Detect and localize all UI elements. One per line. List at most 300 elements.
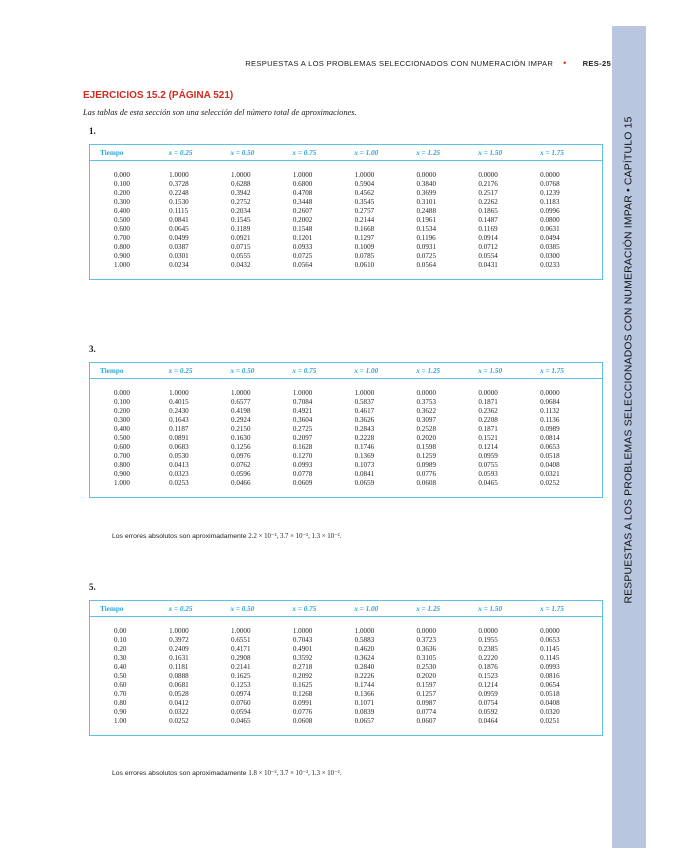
header-x: x = 0.50 (230, 366, 255, 375)
value-cell: 0.0320 (540, 708, 560, 717)
value-cell: 0.0596 (231, 470, 251, 479)
value-cell: 0.6800 (292, 179, 313, 188)
sidebar-label: RESPUESTAS A LOS PROBLEMAS SELECCIONADOS CON NUMERACIÓN IMPAR • CAPÍTULO 15 (623, 116, 635, 604)
value-cell: 0.0518 (540, 452, 560, 461)
value-cell: 0.0974 (231, 690, 251, 699)
value-cell: 0.0252 (169, 717, 189, 726)
value-cell: 0.0608 (292, 717, 313, 726)
value-cell: 0.0654 (540, 681, 560, 690)
value-cell: 0.0000 (540, 626, 560, 635)
table-row (90, 433, 602, 442)
value-cell: 0.0645 (169, 225, 189, 234)
table-row (90, 717, 602, 726)
table-row (90, 424, 602, 433)
value-cell: 0.1548 (292, 225, 313, 234)
value-cell: 1.0000 (231, 170, 251, 179)
value-cell: 0.1625 (231, 672, 251, 681)
value-cell: 0.2092 (292, 672, 313, 681)
value-cell: 0.1009 (354, 243, 375, 252)
value-cell: 0.0554 (478, 252, 498, 261)
value-cell: 0.4171 (231, 644, 251, 653)
value-cell: 0.0993 (292, 461, 313, 470)
value-cell: 0.0760 (231, 699, 251, 708)
value-cell: 0.0408 (540, 461, 560, 470)
header-time: Tiempo (100, 148, 124, 157)
table-row (90, 653, 602, 662)
value-cell: 0.0816 (540, 672, 560, 681)
results-table (89, 362, 603, 498)
time-cell: 0.700 (114, 452, 130, 461)
value-cell: 0.0888 (169, 672, 189, 681)
time-cell: 0.600 (114, 225, 130, 234)
value-cell: 0.0499 (169, 234, 189, 243)
value-cell: 0.1597 (416, 681, 436, 690)
value-cell: 0.1530 (169, 197, 189, 206)
value-cell: 0.1136 (540, 415, 560, 424)
value-cell: 0.0000 (478, 388, 498, 397)
value-cell: 0.1071 (354, 699, 375, 708)
value-cell: 0.0000 (416, 170, 436, 179)
table-row (90, 461, 602, 470)
header-time: Tiempo (100, 604, 124, 613)
value-cell: 0.0800 (540, 216, 560, 225)
time-cell: 0.200 (114, 406, 130, 415)
errors-note (112, 532, 341, 540)
value-cell: 0.0465 (478, 479, 498, 488)
time-cell: 0.800 (114, 461, 130, 470)
value-cell: 1.0000 (169, 626, 189, 635)
value-cell: 0.2517 (478, 188, 498, 197)
value-cell: 0.3972 (169, 635, 189, 644)
table-row (90, 234, 602, 243)
value-cell: 0.4617 (354, 406, 375, 415)
value-cell: 0.0659 (354, 479, 375, 488)
header-x: x = 0.25 (168, 366, 193, 375)
value-cell: 0.2718 (292, 662, 313, 671)
value-cell: 0.0234 (169, 261, 189, 270)
value-cell: 0.0931 (416, 243, 436, 252)
value-cell: 0.1259 (416, 452, 436, 461)
value-cell: 0.0518 (540, 690, 560, 699)
value-cell: 0.1257 (416, 690, 436, 699)
table-row (90, 261, 602, 270)
value-cell: 0.0322 (169, 708, 189, 717)
bullet-icon: • (563, 58, 567, 68)
time-cell: 0.100 (114, 179, 130, 188)
value-cell: 0.2097 (292, 434, 313, 443)
table-row (90, 197, 602, 206)
header-x: x = 1.25 (416, 366, 441, 375)
value-cell: 0.0725 (292, 252, 313, 261)
value-cell: 0.1201 (292, 234, 313, 243)
time-cell: 0.500 (114, 434, 130, 443)
value-cell: 0.0000 (416, 388, 436, 397)
value-cell: 0.0000 (416, 626, 436, 635)
header-x: x = 1.25 (416, 604, 441, 613)
value-cell: 0.1115 (169, 206, 189, 215)
value-cell: 0.0432 (231, 261, 251, 270)
value-cell: 0.0959 (478, 452, 498, 461)
value-cell: 0.2208 (478, 415, 498, 424)
time-cell: 0.400 (114, 424, 130, 433)
value-cell: 0.0712 (478, 243, 498, 252)
table-row (90, 415, 602, 424)
value-cell: 0.0593 (478, 470, 498, 479)
value-cell: 1.0000 (169, 170, 189, 179)
value-cell: 0.0976 (231, 452, 251, 461)
value-cell: 0.1534 (416, 225, 436, 234)
time-cell: 1.000 (114, 261, 130, 270)
value-cell: 0.0385 (540, 243, 560, 252)
results-table (89, 144, 603, 280)
value-cell: 0.1132 (540, 406, 560, 415)
value-cell: 0.0776 (292, 708, 313, 717)
exercise-number: 5. (89, 582, 96, 592)
value-cell: 0.3942 (231, 188, 251, 197)
intro-text: Las tablas de esta sección son una selección del número total de aproximaciones. (83, 108, 357, 117)
value-cell: 0.4015 (169, 397, 189, 406)
value-cell: 0.0387 (169, 243, 189, 252)
value-cell: 0.0914 (478, 234, 498, 243)
value-cell: 0.0993 (540, 662, 560, 671)
value-cell: 0.0607 (416, 717, 436, 726)
section-title: EJERCICIOS 15.2 (PÁGINA 521) (83, 90, 234, 101)
value-cell: 1.0000 (231, 626, 251, 635)
value-cell: 0.2020 (416, 672, 436, 681)
time-cell: 0.300 (114, 415, 130, 424)
value-cell: 0.0528 (169, 690, 189, 699)
value-cell: 0.1256 (231, 443, 251, 452)
value-cell: 0.0300 (540, 252, 560, 261)
value-cell: 0.0785 (354, 252, 375, 261)
value-cell: 0.1598 (416, 443, 436, 452)
value-cell: 0.2002 (292, 216, 313, 225)
value-cell: 0.0631 (540, 225, 560, 234)
value-cell: 0.0321 (540, 470, 560, 479)
value-cell: 1.0000 (231, 388, 251, 397)
table-row (90, 699, 602, 708)
header-x: x = 1.75 (540, 148, 564, 157)
time-cell: 1.00 (114, 717, 127, 726)
value-cell: 0.4921 (292, 406, 313, 415)
value-cell: 0.2725 (292, 424, 313, 433)
time-cell: 0.300 (114, 197, 130, 206)
value-cell: 0.0814 (540, 434, 560, 443)
value-cell: 0.0987 (416, 699, 436, 708)
value-cell: 0.0323 (169, 470, 189, 479)
value-cell: 0.0000 (478, 626, 498, 635)
value-cell: 0.1181 (169, 662, 189, 671)
value-cell: 0.1239 (540, 188, 560, 197)
value-cell: 0.2840 (354, 662, 375, 671)
table-row (90, 388, 602, 397)
value-cell: 0.1630 (231, 434, 251, 443)
value-cell: 0.0594 (231, 708, 251, 717)
table-body (90, 617, 602, 735)
value-cell: 0.1073 (354, 461, 375, 470)
value-cell: 0.0933 (292, 243, 313, 252)
value-cell: 0.1871 (478, 424, 498, 433)
value-cell: 1.0000 (354, 170, 375, 179)
table-row (90, 671, 602, 680)
time-cell: 0.500 (114, 216, 130, 225)
errors-values: 1.8 × 10⁻², 3.7 × 10⁻², 1.3 × 10⁻². (248, 770, 342, 777)
value-cell: 0.3604 (292, 415, 313, 424)
exercise-number: 1. (89, 126, 96, 136)
table-row (90, 170, 602, 179)
value-cell: 0.1366 (354, 690, 375, 699)
page-number: RES-25 (582, 59, 611, 68)
time-cell: 0.600 (114, 443, 130, 452)
value-cell: 0.2843 (354, 424, 375, 433)
value-cell: 0.1189 (231, 225, 251, 234)
value-cell: 0.1955 (478, 635, 498, 644)
time-cell: 0.000 (114, 388, 130, 397)
value-cell: 0.3545 (354, 197, 375, 206)
value-cell: 0.0233 (540, 261, 560, 270)
value-cell: 1.0000 (292, 170, 313, 179)
value-cell: 0.1545 (231, 216, 251, 225)
value-cell: 0.1270 (292, 452, 313, 461)
value-cell: 0.3753 (416, 397, 436, 406)
value-cell: 0.1145 (540, 653, 560, 662)
value-cell: 0.2409 (169, 644, 189, 653)
table-row (90, 626, 602, 635)
value-cell: 0.1297 (354, 234, 375, 243)
header-x: x = 1.00 (354, 604, 379, 613)
value-cell: 0.1876 (478, 662, 498, 671)
value-cell: 0.1214 (478, 681, 498, 690)
value-cell: 0.3622 (416, 406, 436, 415)
value-cell: 0.0494 (540, 234, 560, 243)
time-cell: 0.400 (114, 206, 130, 215)
value-cell: 0.4708 (292, 188, 313, 197)
table-row (90, 662, 602, 671)
value-cell: 0.2528 (416, 424, 436, 433)
header-x: x = 1.75 (540, 366, 564, 375)
value-cell: 1.0000 (292, 388, 313, 397)
value-cell: 0.2385 (478, 644, 498, 653)
value-cell: 0.3101 (416, 197, 436, 206)
table-row (90, 252, 602, 261)
time-cell: 0.50 (114, 672, 127, 681)
value-cell: 0.0000 (540, 388, 560, 397)
time-cell: 0.10 (114, 635, 127, 644)
value-cell: 0.3592 (292, 653, 313, 662)
value-cell: 0.6551 (231, 635, 251, 644)
value-cell: 0.2530 (416, 662, 436, 671)
value-cell: 0.3636 (416, 644, 436, 653)
table-row (90, 215, 602, 224)
value-cell: 0.3624 (354, 653, 375, 662)
value-cell: 0.0776 (416, 470, 436, 479)
value-cell: 0.0778 (292, 470, 313, 479)
value-cell: 0.2362 (478, 406, 498, 415)
value-cell: 0.4901 (292, 644, 313, 653)
value-cell: 0.5904 (354, 179, 375, 188)
time-cell: 0.00 (114, 626, 127, 635)
value-cell: 0.0841 (169, 216, 189, 225)
table-row (90, 690, 602, 699)
value-cell: 0.0774 (416, 708, 436, 717)
value-cell: 0.0555 (231, 252, 251, 261)
value-cell: 0.0608 (416, 479, 436, 488)
value-cell: 0.1643 (169, 415, 189, 424)
exercise-number: 3. (89, 344, 96, 354)
table-row (90, 452, 602, 461)
value-cell: 0.1865 (478, 206, 498, 215)
value-cell: 0.1523 (478, 672, 498, 681)
value-cell: 0.1625 (292, 681, 313, 690)
value-cell: 0.7084 (292, 397, 313, 406)
value-cell: 0.2034 (231, 206, 251, 215)
table-row (90, 708, 602, 717)
value-cell: 0.0466 (231, 479, 251, 488)
time-cell: 0.200 (114, 188, 130, 197)
value-cell: 0.0408 (540, 699, 560, 708)
value-cell: 0.3728 (169, 179, 189, 188)
value-cell: 0.6288 (231, 179, 251, 188)
time-cell: 0.80 (114, 699, 127, 708)
header-x: x = 1.00 (354, 148, 379, 157)
results-table (89, 600, 603, 736)
value-cell: 0.1268 (292, 690, 313, 699)
errors-prefix: Los errores absolutos son aproximadamente (112, 533, 247, 540)
value-cell: 0.7043 (292, 635, 313, 644)
value-cell: 0.2248 (169, 188, 189, 197)
value-cell: 0.2757 (354, 206, 375, 215)
value-cell: 0.0715 (231, 243, 251, 252)
value-cell: 0.0684 (540, 397, 560, 406)
table-row (90, 179, 602, 188)
value-cell: 0.1871 (478, 397, 498, 406)
table-header (90, 601, 602, 617)
value-cell: 0.1187 (169, 424, 189, 433)
time-cell: 0.000 (114, 170, 130, 179)
value-cell: 0.1668 (354, 225, 375, 234)
table-row (90, 225, 602, 234)
value-cell: 0.2150 (231, 424, 251, 433)
value-cell: 0.0465 (231, 717, 251, 726)
value-cell: 0.0301 (169, 252, 189, 261)
value-cell: 0.3840 (416, 179, 436, 188)
value-cell: 0.0653 (540, 443, 560, 452)
time-cell: 0.700 (114, 234, 130, 243)
time-cell: 0.900 (114, 252, 130, 261)
value-cell: 0.1145 (540, 644, 560, 653)
errors-values: 2.2 × 10⁻², 3.7 × 10⁻², 1.3 × 10⁻². (248, 533, 342, 540)
value-cell: 0.2262 (478, 197, 498, 206)
table-header (90, 363, 602, 379)
table-row (90, 406, 602, 415)
header-x: x = 0.25 (168, 148, 193, 157)
value-cell: 0.3105 (416, 653, 436, 662)
value-cell: 0.5837 (354, 397, 375, 406)
value-cell: 0.0725 (416, 252, 436, 261)
value-cell: 0.2144 (354, 216, 375, 225)
value-cell: 0.3448 (292, 197, 313, 206)
value-cell: 0.1746 (354, 443, 375, 452)
value-cell: 0.0657 (354, 717, 375, 726)
value-cell: 0.5883 (354, 635, 375, 644)
time-cell: 0.900 (114, 470, 130, 479)
header-x: x = 0.75 (292, 604, 317, 613)
table-row (90, 644, 602, 653)
value-cell: 0.6577 (231, 397, 251, 406)
value-cell: 0.3723 (416, 635, 436, 644)
value-cell: 0.2488 (416, 206, 436, 215)
header-x: x = 0.75 (292, 148, 317, 157)
value-cell: 0.1183 (540, 197, 560, 206)
value-cell: 0.0768 (540, 179, 560, 188)
header-x: x = 1.50 (478, 604, 503, 613)
value-cell: 0.1169 (478, 225, 498, 234)
time-cell: 0.40 (114, 662, 127, 671)
value-cell: 0.0755 (478, 461, 498, 470)
value-cell: 0.1521 (478, 434, 498, 443)
value-cell: 0.0530 (169, 452, 189, 461)
running-head-text: RESPUESTAS A LOS PROBLEMAS SELECCIONADOS CON NUMERACIÓN IMPAR (245, 59, 554, 68)
errors-prefix: Los errores absolutos son aproximadamente (112, 770, 247, 777)
value-cell: 0.4198 (231, 406, 251, 415)
time-cell: 0.60 (114, 681, 127, 690)
value-cell: 0.2607 (292, 206, 313, 215)
value-cell: 0.2020 (416, 434, 436, 443)
value-cell: 0.1744 (354, 681, 375, 690)
time-cell: 0.800 (114, 243, 130, 252)
header-x: x = 1.00 (354, 366, 379, 375)
time-cell: 0.30 (114, 653, 127, 662)
value-cell: 0.1253 (231, 681, 251, 690)
value-cell: 0.1487 (478, 216, 498, 225)
value-cell: 0.1369 (354, 452, 375, 461)
header-x: x = 1.75 (540, 604, 564, 613)
time-cell: 0.100 (114, 397, 130, 406)
value-cell: 0.1214 (478, 443, 498, 452)
value-cell: 0.0253 (169, 479, 189, 488)
header-x: x = 0.50 (230, 148, 255, 157)
value-cell: 0.3699 (416, 188, 436, 197)
header-time: Tiempo (100, 366, 124, 375)
value-cell: 0.2228 (354, 434, 375, 443)
value-cell: 0.0564 (292, 261, 313, 270)
value-cell: 0.2908 (231, 653, 251, 662)
value-cell: 0.0251 (540, 717, 560, 726)
errors-note (112, 769, 341, 777)
table-row (90, 243, 602, 252)
value-cell: 1.0000 (354, 626, 375, 635)
table-row (90, 397, 602, 406)
value-cell: 0.0989 (540, 424, 560, 433)
value-cell: 0.0252 (540, 479, 560, 488)
time-cell: 0.70 (114, 690, 127, 699)
value-cell: 0.1961 (416, 216, 436, 225)
header-x: x = 0.75 (292, 366, 317, 375)
value-cell: 0.0996 (540, 206, 560, 215)
value-cell: 0.0000 (540, 170, 560, 179)
value-cell: 0.2226 (354, 672, 375, 681)
value-cell: 0.4562 (354, 188, 375, 197)
value-cell: 0.0000 (478, 170, 498, 179)
header-x: x = 1.50 (478, 366, 503, 375)
value-cell: 0.0989 (416, 461, 436, 470)
value-cell: 0.0431 (478, 261, 498, 270)
value-cell: 0.4620 (354, 644, 375, 653)
value-cell: 0.0609 (292, 479, 313, 488)
value-cell: 0.0464 (478, 717, 498, 726)
value-cell: 0.0921 (231, 234, 251, 243)
header-x: x = 0.25 (168, 604, 193, 613)
